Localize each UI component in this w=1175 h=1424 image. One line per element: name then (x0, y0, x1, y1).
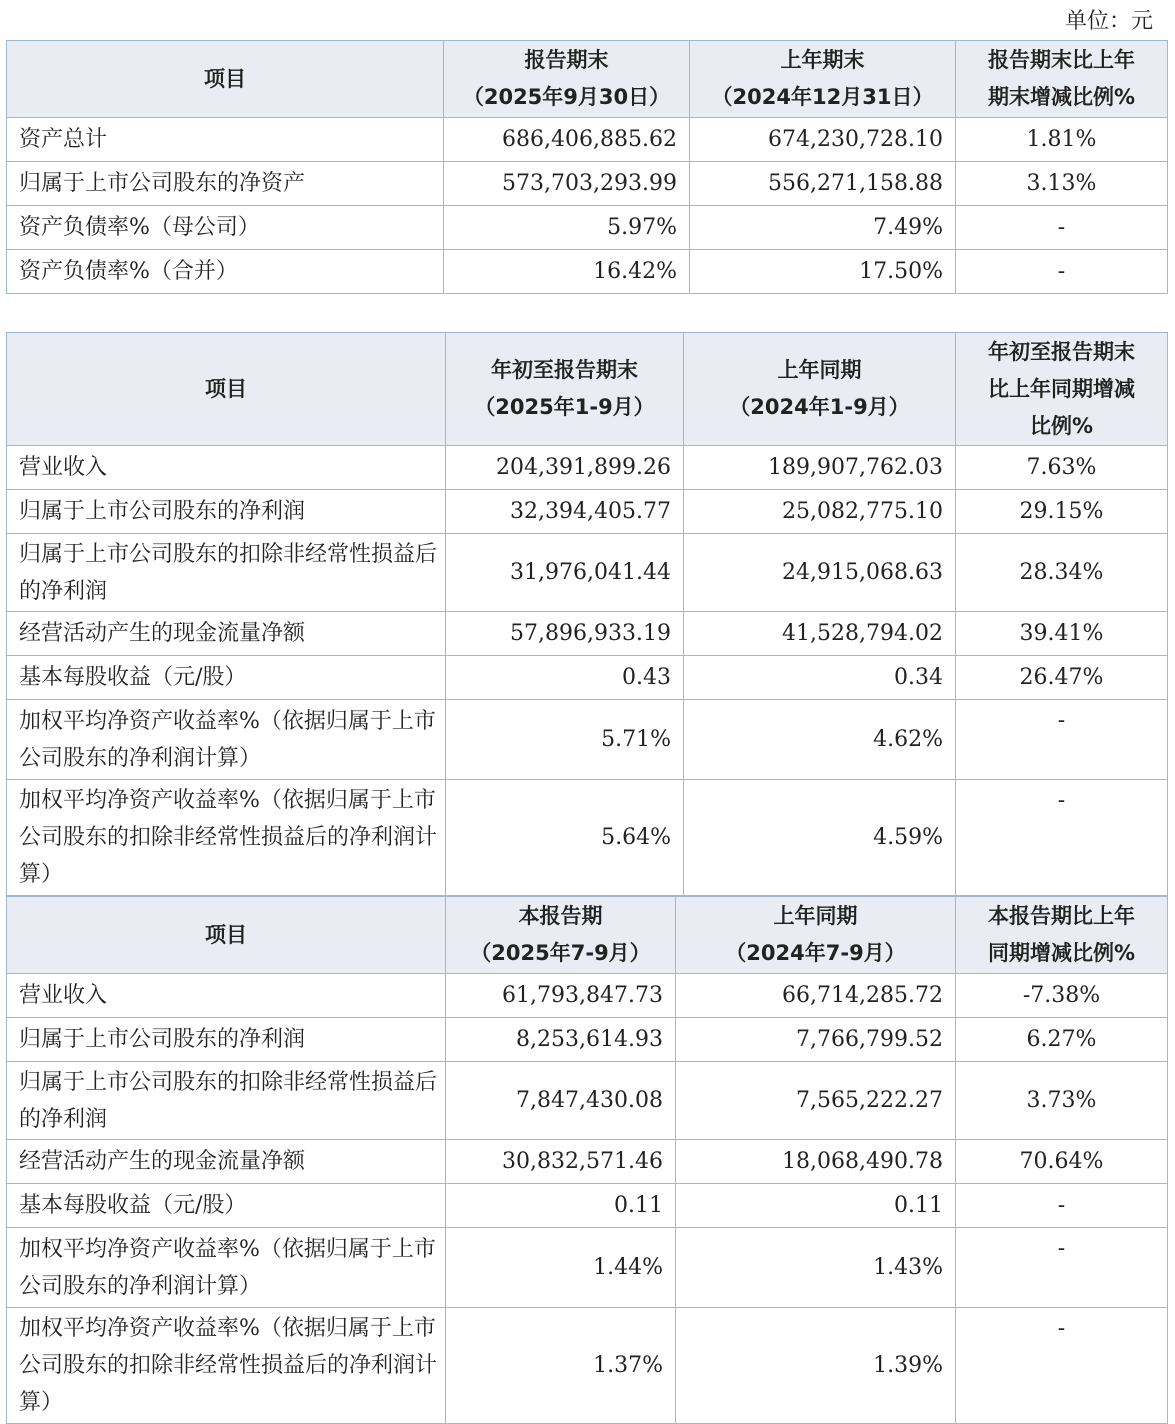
table-row (7, 250, 1168, 294)
header-current-period: 报告期末 （2025年9月30日） (444, 41, 690, 118)
row-change: 1.81% (956, 118, 1168, 162)
header-previous-period: 上年同期 （2024年7-9月） (676, 897, 956, 974)
row-current: 61,793,847.73 (446, 974, 676, 1018)
row-change: 39.41% (956, 612, 1168, 656)
row-previous: 25,082,775.10 (684, 490, 956, 534)
row-previous: 4.59% (684, 780, 956, 896)
header-current-period: 本报告期 （2025年7-9月） (446, 897, 676, 974)
row-previous: 7,766,799.52 (676, 1018, 956, 1062)
row-current: 1.37% (446, 1308, 676, 1424)
row-change: -7.38% (956, 974, 1168, 1018)
row-previous: 0.11 (676, 1184, 956, 1228)
row-current: 204,391,899.26 (446, 446, 684, 490)
row-current: 7,847,430.08 (446, 1062, 676, 1140)
table-row (7, 1140, 1168, 1184)
ytd-results-table (6, 332, 1168, 896)
row-current: 57,896,933.19 (446, 612, 684, 656)
table-row (7, 118, 1168, 162)
row-current: 5.64% (446, 780, 684, 896)
row-previous: 556,271,158.88 (690, 162, 956, 206)
row-label: 资产总计 (7, 118, 444, 162)
row-label: 基本每股收益（元/股） (7, 1184, 446, 1228)
row-previous: 1.43% (676, 1228, 956, 1308)
row-current: 0.43 (446, 656, 684, 700)
row-label: 资产负债率%（合并） (7, 250, 444, 294)
table-row (7, 1062, 1168, 1140)
row-label: 基本每股收益（元/股） (7, 656, 446, 700)
header-change: 报告期末比上年 期末增减比例% (956, 41, 1168, 118)
row-current: 686,406,885.62 (444, 118, 690, 162)
row-label: 归属于上市公司股东的扣除非经常性损益后的净利润 (7, 534, 446, 612)
row-label: 归属于上市公司股东的净利润 (7, 1018, 446, 1062)
table-row (7, 612, 1168, 656)
row-label: 营业收入 (7, 446, 446, 490)
header-item: 项目 (7, 41, 444, 118)
row-change: - (956, 250, 1168, 294)
row-previous: 7.49% (690, 206, 956, 250)
table-row (7, 206, 1168, 250)
table-header-row (7, 897, 1168, 974)
header-previous-period: 上年期末 （2024年12月31日） (690, 41, 956, 118)
row-change: 7.63% (956, 446, 1168, 490)
header-item: 项目 (7, 897, 446, 974)
row-label: 加权平均净资产收益率%（依据归属于上市公司股东的扣除非经常性损益后的净利润计算） (7, 780, 446, 896)
table-row (7, 1018, 1168, 1062)
table-row (7, 1228, 1168, 1308)
row-change: 70.64% (956, 1140, 1168, 1184)
header-item: 项目 (7, 333, 446, 446)
row-change: - (956, 780, 1168, 896)
row-change: - (956, 1228, 1168, 1308)
row-label: 加权平均净资产收益率%（依据归属于上市公司股东的净利润计算） (7, 1228, 446, 1308)
row-current: 573,703,293.99 (444, 162, 690, 206)
table-row (7, 700, 1168, 780)
row-current: 5.97% (444, 206, 690, 250)
row-change: - (956, 1308, 1168, 1424)
row-label: 营业收入 (7, 974, 446, 1018)
header-previous-period: 上年同期 （2024年1-9月） (684, 333, 956, 446)
row-current: 31,976,041.44 (446, 534, 684, 612)
row-label: 加权平均净资产收益率%（依据归属于上市公司股东的净利润计算） (7, 700, 446, 780)
table-row (7, 446, 1168, 490)
row-current: 0.11 (446, 1184, 676, 1228)
row-current: 8,253,614.93 (446, 1018, 676, 1062)
table-row (7, 1308, 1168, 1424)
row-previous: 24,915,068.63 (684, 534, 956, 612)
row-label: 资产负债率%（母公司） (7, 206, 444, 250)
row-label: 归属于上市公司股东的净资产 (7, 162, 444, 206)
header-change: 年初至报告期末 比上年同期增减 比例% (956, 333, 1168, 446)
row-previous: 4.62% (684, 700, 956, 780)
balance-sheet-table (6, 40, 1168, 294)
row-previous: 1.39% (676, 1308, 956, 1424)
row-change: - (956, 206, 1168, 250)
row-current: 1.44% (446, 1228, 676, 1308)
row-previous: 7,565,222.27 (676, 1062, 956, 1140)
row-label: 归属于上市公司股东的净利润 (7, 490, 446, 534)
row-change: 26.47% (956, 656, 1168, 700)
table-row (7, 162, 1168, 206)
row-previous: 0.34 (684, 656, 956, 700)
quarter-results-table (6, 896, 1168, 1424)
row-previous: 41,528,794.02 (684, 612, 956, 656)
unit-label: 单位：元 (1064, 9, 1153, 34)
row-previous: 189,907,762.03 (684, 446, 956, 490)
table-header-row (7, 41, 1168, 118)
row-change: 3.13% (956, 162, 1168, 206)
row-change: - (956, 700, 1168, 780)
row-previous: 18,068,490.78 (676, 1140, 956, 1184)
table-row (7, 1184, 1168, 1228)
table-row (7, 656, 1168, 700)
table-header-row (7, 333, 1168, 446)
row-previous: 17.50% (690, 250, 956, 294)
header-current-period: 年初至报告期末 （2025年1-9月） (446, 333, 684, 446)
table-row (7, 490, 1168, 534)
row-label: 加权平均净资产收益率%（依据归属于上市公司股东的扣除非经常性损益后的净利润计算） (7, 1308, 446, 1424)
row-label: 经营活动产生的现金流量净额 (7, 1140, 446, 1184)
row-previous: 66,714,285.72 (676, 974, 956, 1018)
table-row (7, 534, 1168, 612)
header-change: 本报告期比上年 同期增减比例% (956, 897, 1168, 974)
table-row (7, 780, 1168, 896)
row-label: 经营活动产生的现金流量净额 (7, 612, 446, 656)
row-change: 28.34% (956, 534, 1168, 612)
table-row (7, 974, 1168, 1018)
row-current: 32,394,405.77 (446, 490, 684, 534)
row-change: - (956, 1184, 1168, 1228)
row-label: 归属于上市公司股东的扣除非经常性损益后的净利润 (7, 1062, 446, 1140)
row-change: 3.73% (956, 1062, 1168, 1140)
row-change: 29.15% (956, 490, 1168, 534)
row-change: 6.27% (956, 1018, 1168, 1062)
row-current: 16.42% (444, 250, 690, 294)
row-current: 5.71% (446, 700, 684, 780)
row-previous: 674,230,728.10 (690, 118, 956, 162)
row-current: 30,832,571.46 (446, 1140, 676, 1184)
